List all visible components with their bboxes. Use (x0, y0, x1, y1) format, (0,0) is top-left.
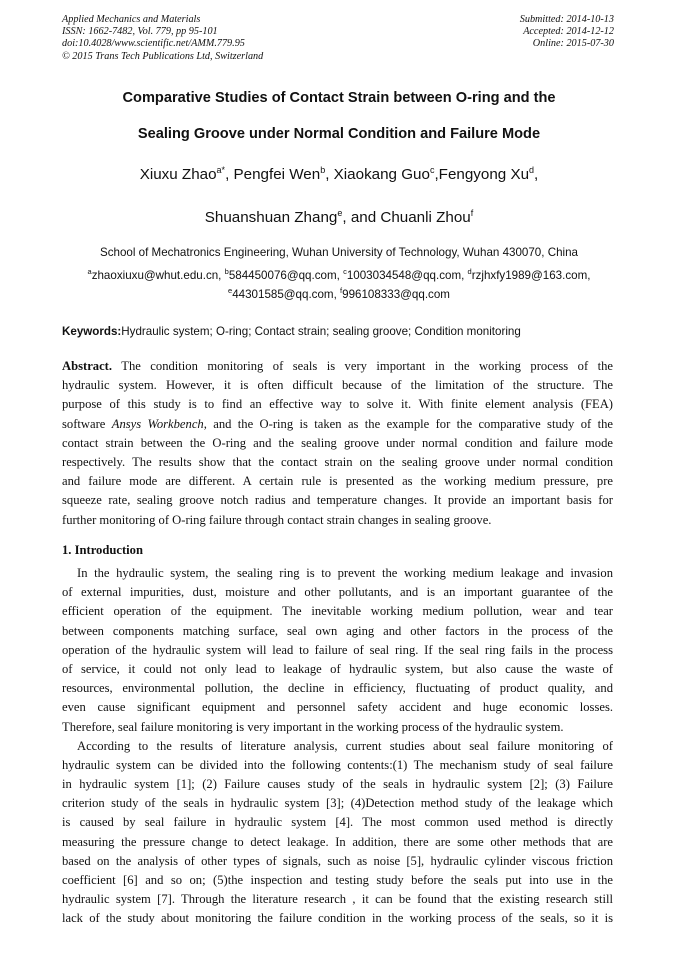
abstract-line: and failure mode are different. A certain rule is presented as the working medium pressure, pre (62, 474, 613, 489)
accepted-date: Accepted: 2014-12-12 (523, 26, 614, 38)
journal-issn: ISSN: 1662-7482, Vol. 779, pp 95-101 (62, 26, 218, 38)
submission-dates (374, 14, 614, 51)
abstract-line: squeeze rate, sealing groove notch radius and temperature changes. It provide an important basis for (62, 493, 613, 508)
email-address: rzjhxfy1989@163.com, (471, 269, 591, 282)
body-line: efficient operation of the equipment. The inevitable working medium pollution, wear and tear (62, 604, 613, 619)
body-line: between components matching surface, seal own aging and other factors in the process of the (62, 623, 613, 638)
section-heading: 1. Introduction (62, 543, 143, 557)
email-address: zhaoxiuxu@whut.edu.cn, (91, 269, 225, 282)
body-line: coefficient [6] and so on; (5)the inspection and testing study before the seals put into use in the (62, 873, 613, 887)
author-line-1: Xiuxu Zhao$^{a*}$, Pengfei Wen$^b$, Xiaokang Guo$^c$,Fengyong Xu$^d$, (139, 164, 539, 183)
author-name: Xiuxu Zhao (139, 166, 217, 183)
body-line: operation of the hydraulic system will lead to failure of seal ring. If the seal ring fails in the process (62, 642, 613, 657)
abstract-line: hydraulic system. However, it is often difficult because of the limitation of the structure. The (62, 378, 613, 393)
abstract-line: respectively. The results show that the contact strain on the sealing groove under normal condition (62, 454, 613, 469)
abstract-line: software Ansys Workbench, and the O-ring is taken as the example for the comparative study of the (62, 416, 613, 431)
body-line: criterion study of the seals in hydraulic system [3]; (4)Detection method study of the leakage which (62, 796, 613, 811)
journal-name: Applied Mechanics and Materials (62, 14, 201, 25)
author-sup: c (429, 164, 435, 175)
email-line-2: $^e$44301585@qq.com, $^f$996108333@qq.com (228, 286, 450, 301)
email-address: 44301585@qq.com, (232, 288, 341, 301)
body-line: of external impurities, dust, moisture and other pollutants, and is an important guarantee of the (62, 585, 613, 600)
author-name: Fengyong Xu (438, 166, 530, 183)
abstract (62, 357, 613, 530)
author-sup: d (529, 164, 535, 175)
body-line: measuring the pressure change to detect leakage. In addition, there are some other methods that are (62, 834, 613, 849)
email-address: 584450076@qq.com, (228, 269, 344, 282)
email-address: 996108333@qq.com (342, 288, 450, 301)
abstract-line: Abstract. The condition monitoring of seals is very important in the working process of the (62, 359, 613, 373)
keywords-label: Keywords: (62, 325, 122, 338)
email-line-1: $^a$zhaoxiuxu@whut.edu.cn, $^b$584450076@qq.com, $^c$1003034548@qq.com, $^d$rzjhxfy1989@163.com, (87, 267, 591, 282)
body-line: is caused by seal failure in hydraulic system [4]. The most common used method is directly (62, 815, 613, 830)
email-address: 1003034548@qq.com, (346, 269, 468, 282)
author-name: Chuanli Zhou (380, 209, 471, 226)
author-sup: e (337, 207, 343, 218)
online-date: Online: 2015-07-30 (532, 38, 614, 50)
body-line: even cause significant equipment and personnel safety accident and huge economic losses. (62, 700, 613, 715)
intro-paragraph-1 (62, 564, 613, 929)
keywords-text: Hydraulic system; O-ring; Contact strain; sealing groove; Condition monitoring (121, 325, 521, 338)
body-line: hydraulic system can be divided into the following contents:(1) The mechanism study of seal failure (62, 757, 613, 772)
journal-copyright: © 2015 Trans Tech Publications Ltd, Switzerland (62, 50, 264, 62)
body-line: of service, it could not only lead to leakage of hydraulic system, but also cause the waste of (62, 661, 613, 676)
author-line-2: Shuanshuan Zhang$^e$, and Chuanli Zhou$^f$ (204, 207, 474, 226)
author-name: Shuanshuan Zhang (204, 209, 338, 226)
author-name: Pengfei Wen (233, 166, 321, 183)
paper-title-line-2: Sealing Groove under Normal Condition and Failure Mode (137, 126, 541, 142)
software-name: Ansys Workbench (111, 416, 204, 431)
keywords (62, 325, 622, 338)
journal-info (62, 14, 392, 63)
abstract-line: further monitoring of O-ring failure through contact strain changes in sealing groove. (62, 512, 492, 527)
submitted-date: Submitted: 2014-10-13 (519, 14, 614, 25)
paper-title-line-1: Comparative Studies of Contact Strain between O-ring and the (122, 90, 556, 106)
abstract-line: contact strain between the O-ring and the sealing groove under normal condition and failure mode (62, 435, 613, 450)
body-line: based on the analysis of other types of signals, such as noise [5], hydraulic cylinder viscous friction (62, 853, 613, 868)
body-line: lack of the study about monitoring the failure condition in the working process of the seals, so it is (62, 911, 613, 926)
journal-doi: doi:10.4028/www.scientific.net/AMM.779.95 (62, 38, 245, 50)
author-sup: a* (216, 164, 226, 175)
affiliation: School of Mechatronics Engineering, Wuhan University of Technology, Wuhan 430070, China (100, 246, 578, 259)
body-line: According to the results of literature analysis, current studies about seal failure monitoring of (77, 738, 613, 753)
body-line: Therefore, seal failure monitoring is very important in the working process of the hydraulic system. (62, 719, 564, 734)
body-line: In the hydraulic system, the sealing ring is to prevent the working medium leakage and invasion (77, 566, 613, 580)
author-name: Xiaokang Guo (333, 166, 430, 183)
abstract-line: purpose of this study is to find an effective way to solve it. With finite element analysis (FEA) (62, 397, 613, 412)
author-sup: b (320, 164, 326, 175)
author-sup: f (470, 207, 474, 218)
body-line: hydraulic system [7]. Through the literature research , it can be found that the existing research still (62, 892, 613, 907)
body-line: resources, environmental pollution, the decline in efficiency, fluctuating of product quality, and (62, 681, 613, 696)
body-line: in hydraulic system [1]; (2) Failure causes study of the seals in hydraulic system [2]; (3) Failure (62, 777, 613, 792)
abstract-label: Abstract. (62, 359, 113, 373)
